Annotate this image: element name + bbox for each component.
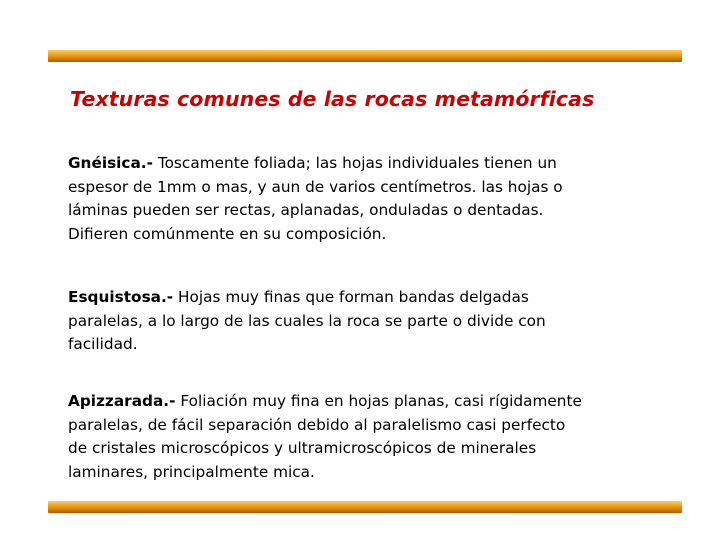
paragraph-line (68, 152, 698, 176)
definition-text: Hojas muy finas que forman bandas delgadas (173, 288, 529, 306)
paragraph-line (68, 390, 698, 414)
paragraph-apizzarada (68, 390, 698, 484)
term-apizzarada: Apizzarada.- (68, 392, 176, 410)
definition-text: Foliación muy fina en hojas planas, casi rígidamente (175, 392, 582, 410)
top-divider-bar (48, 50, 682, 62)
paragraph-line: laminares, principalmente mica. (68, 462, 315, 481)
paragraph-line: paralelas, de fácil separación debido al paralelismo casi perfecto (68, 415, 566, 434)
paragraph-gneisica (68, 152, 698, 246)
paragraph-line: paralelas, a lo largo de las cuales la roca se parte o divide con (68, 311, 546, 330)
definition-text: Toscamente foliada; las hojas individuales tienen un (152, 154, 557, 172)
paragraph-line: láminas pueden ser rectas, aplanadas, onduladas o dentadas. (68, 201, 544, 219)
term-gneisica: Gnéisica.- (68, 154, 153, 172)
paragraph-line (68, 286, 698, 310)
slide-title: Texturas comunes de las rocas metamórficas (70, 87, 595, 111)
paragraph-esquistosa (68, 286, 698, 357)
term-esquistosa: Esquistosa.- (68, 288, 174, 306)
paragraph-line: Difieren comúnmente en su composición. (68, 224, 387, 243)
paragraph-line: espesor de 1mm o mas, y aun de varios centímetros. las hojas o (68, 177, 563, 196)
paragraph-line: facilidad. (68, 335, 138, 353)
bottom-divider-bar (48, 501, 682, 513)
paragraph-line: de cristales microscópicos y ultramicroscópicos de minerales (68, 439, 537, 457)
